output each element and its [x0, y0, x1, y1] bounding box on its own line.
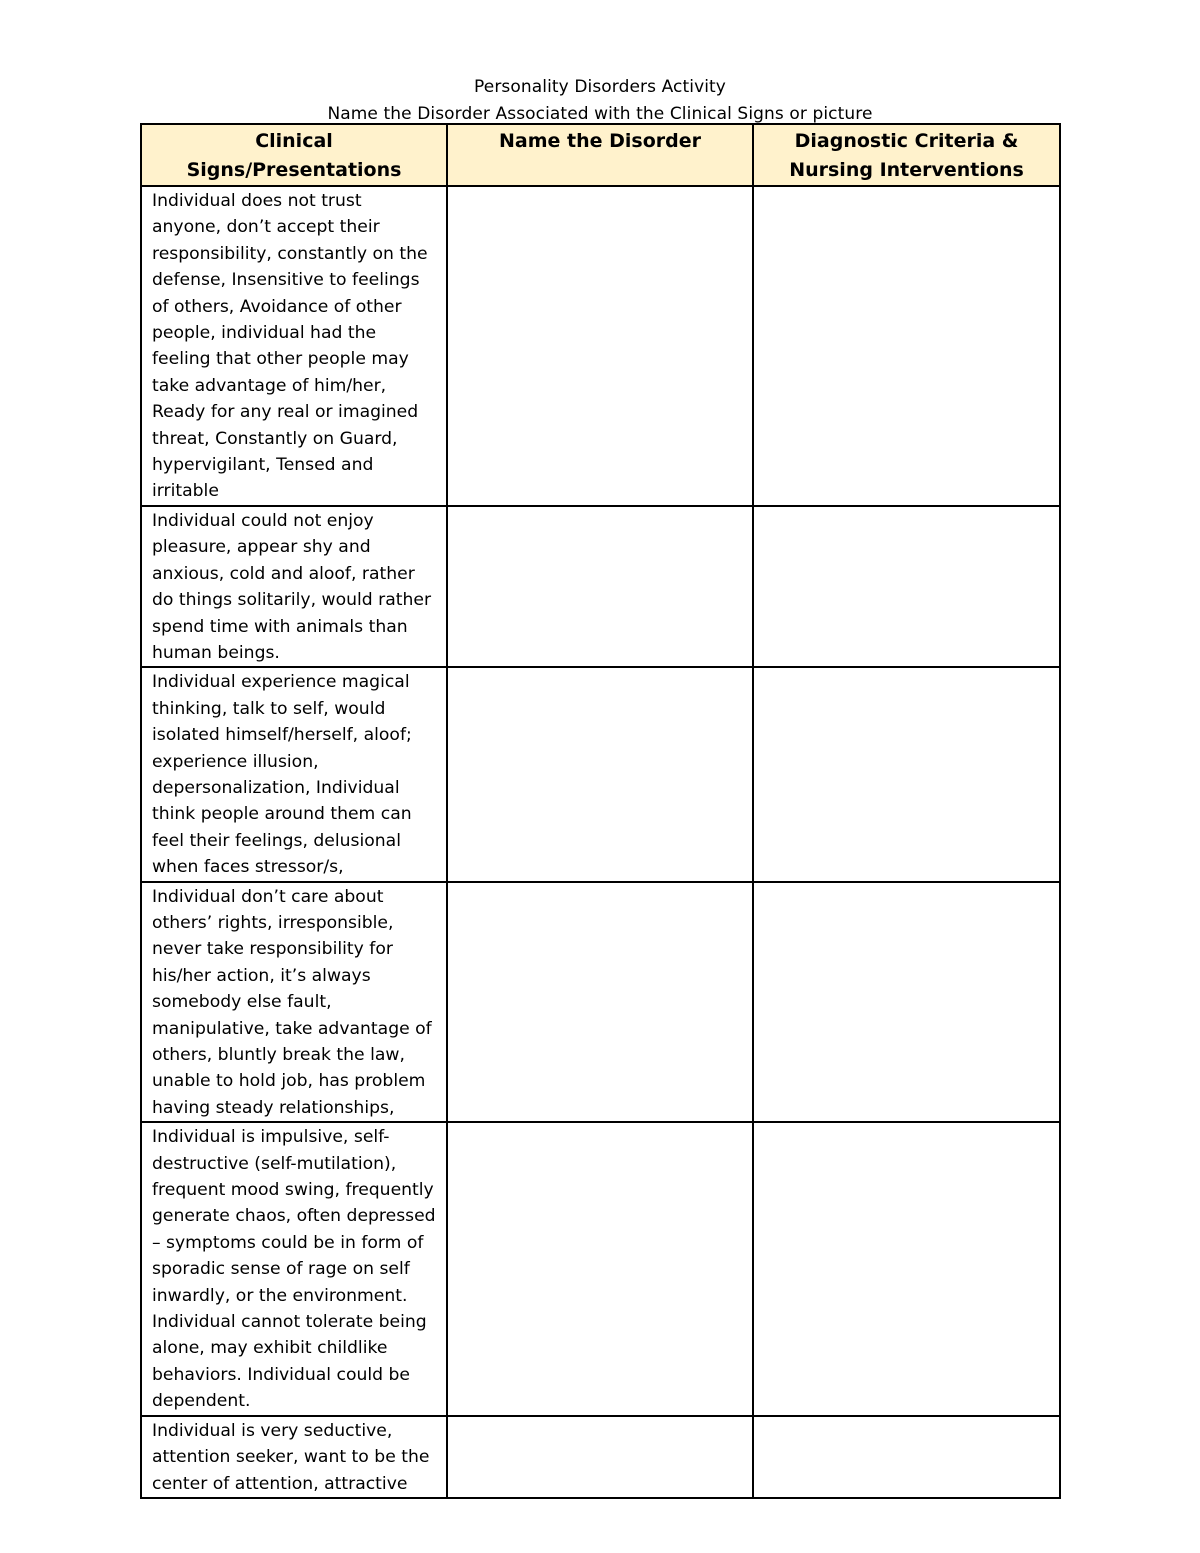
disorder-answer-cell[interactable]: [447, 1122, 753, 1415]
criteria-answer-cell[interactable]: [753, 1416, 1060, 1498]
header-diagnostic-criteria: Diagnostic Criteria & Nursing Interventions: [753, 124, 1060, 186]
activity-table: [140, 123, 1061, 1499]
clinical-signs-cell: [141, 506, 447, 667]
document-heading: [0, 74, 1200, 128]
table-row: [141, 506, 1060, 667]
criteria-answer-cell[interactable]: [753, 882, 1060, 1123]
clinical-signs-cell: [141, 667, 447, 881]
table-row: [141, 667, 1060, 881]
clinical-signs-text: Individual don’t care about others’ rights, irresponsible, never take responsibility for his/her action, it’s always somebody else fault, manipulative, take advantage of others, bluntly break the law, unable to hold job, has problem having steady relationships,: [152, 886, 432, 1118]
clinical-signs-cell: [141, 1122, 447, 1415]
header-clinical-signs: Clinical Signs/Presentations: [141, 124, 447, 186]
clinical-signs-text: Individual is impulsive, self-destructive (self-mutilation), frequent mood swing, frequently generate chaos, often depressed – symptoms could be in form of sporadic sense of rage on self inwardly, or the environment. Individual cannot tolerate being alone, may exhibit childlike behaviors. Individual could be dependent.: [152, 1127, 436, 1412]
clinical-signs-text: Individual could not enjoy pleasure, appear shy and anxious, cold and aloof, rather do things solitarily, would rather spend time with animals than human beings.: [152, 510, 432, 663]
clinical-signs-text: Individual is very seductive, attention seeker, want to be the center of attention, attractive: [152, 1420, 430, 1494]
table-row: [141, 186, 1060, 506]
disorder-answer-cell[interactable]: [447, 667, 753, 881]
disorder-answer-cell[interactable]: [447, 1416, 753, 1498]
disorder-answer-cell[interactable]: [447, 186, 753, 506]
disorder-answer-cell[interactable]: [447, 506, 753, 667]
table-header-row: [141, 124, 1060, 186]
clinical-signs-text: Individual does not trust anyone, don’t accept their responsibility, constantly on the defense, Insensitive to feelings of others, Avoidance of other people, individual had the feeling that other people may take advantage of him/her, Ready for any real or imagined threat, Constantly on Guard, hypervigilant, Tensed and irritable: [152, 191, 428, 502]
clinical-signs-cell: [141, 186, 447, 506]
table-row: [141, 1122, 1060, 1415]
document-title: Personality Disorders Activity: [474, 77, 726, 97]
criteria-answer-cell[interactable]: [753, 506, 1060, 667]
document-subtitle: Name the Disorder Associated with the Clinical Signs or picture: [327, 104, 873, 124]
table-row: [141, 1416, 1060, 1498]
disorder-answer-cell[interactable]: [447, 882, 753, 1123]
clinical-signs-cell: [141, 1416, 447, 1498]
clinical-signs-text: Individual experience magical thinking, talk to self, would isolated himself/herself, aloof; experience illusion, depersonalization, Individual think people around them can feel their feelings, delusional when faces stressor/s,: [152, 672, 412, 878]
criteria-answer-cell[interactable]: [753, 1122, 1060, 1415]
criteria-answer-cell[interactable]: [753, 186, 1060, 506]
clinical-signs-cell: [141, 882, 447, 1123]
header-name-the-disorder: Name the Disorder: [447, 124, 753, 186]
table-row: [141, 882, 1060, 1123]
criteria-answer-cell[interactable]: [753, 667, 1060, 881]
